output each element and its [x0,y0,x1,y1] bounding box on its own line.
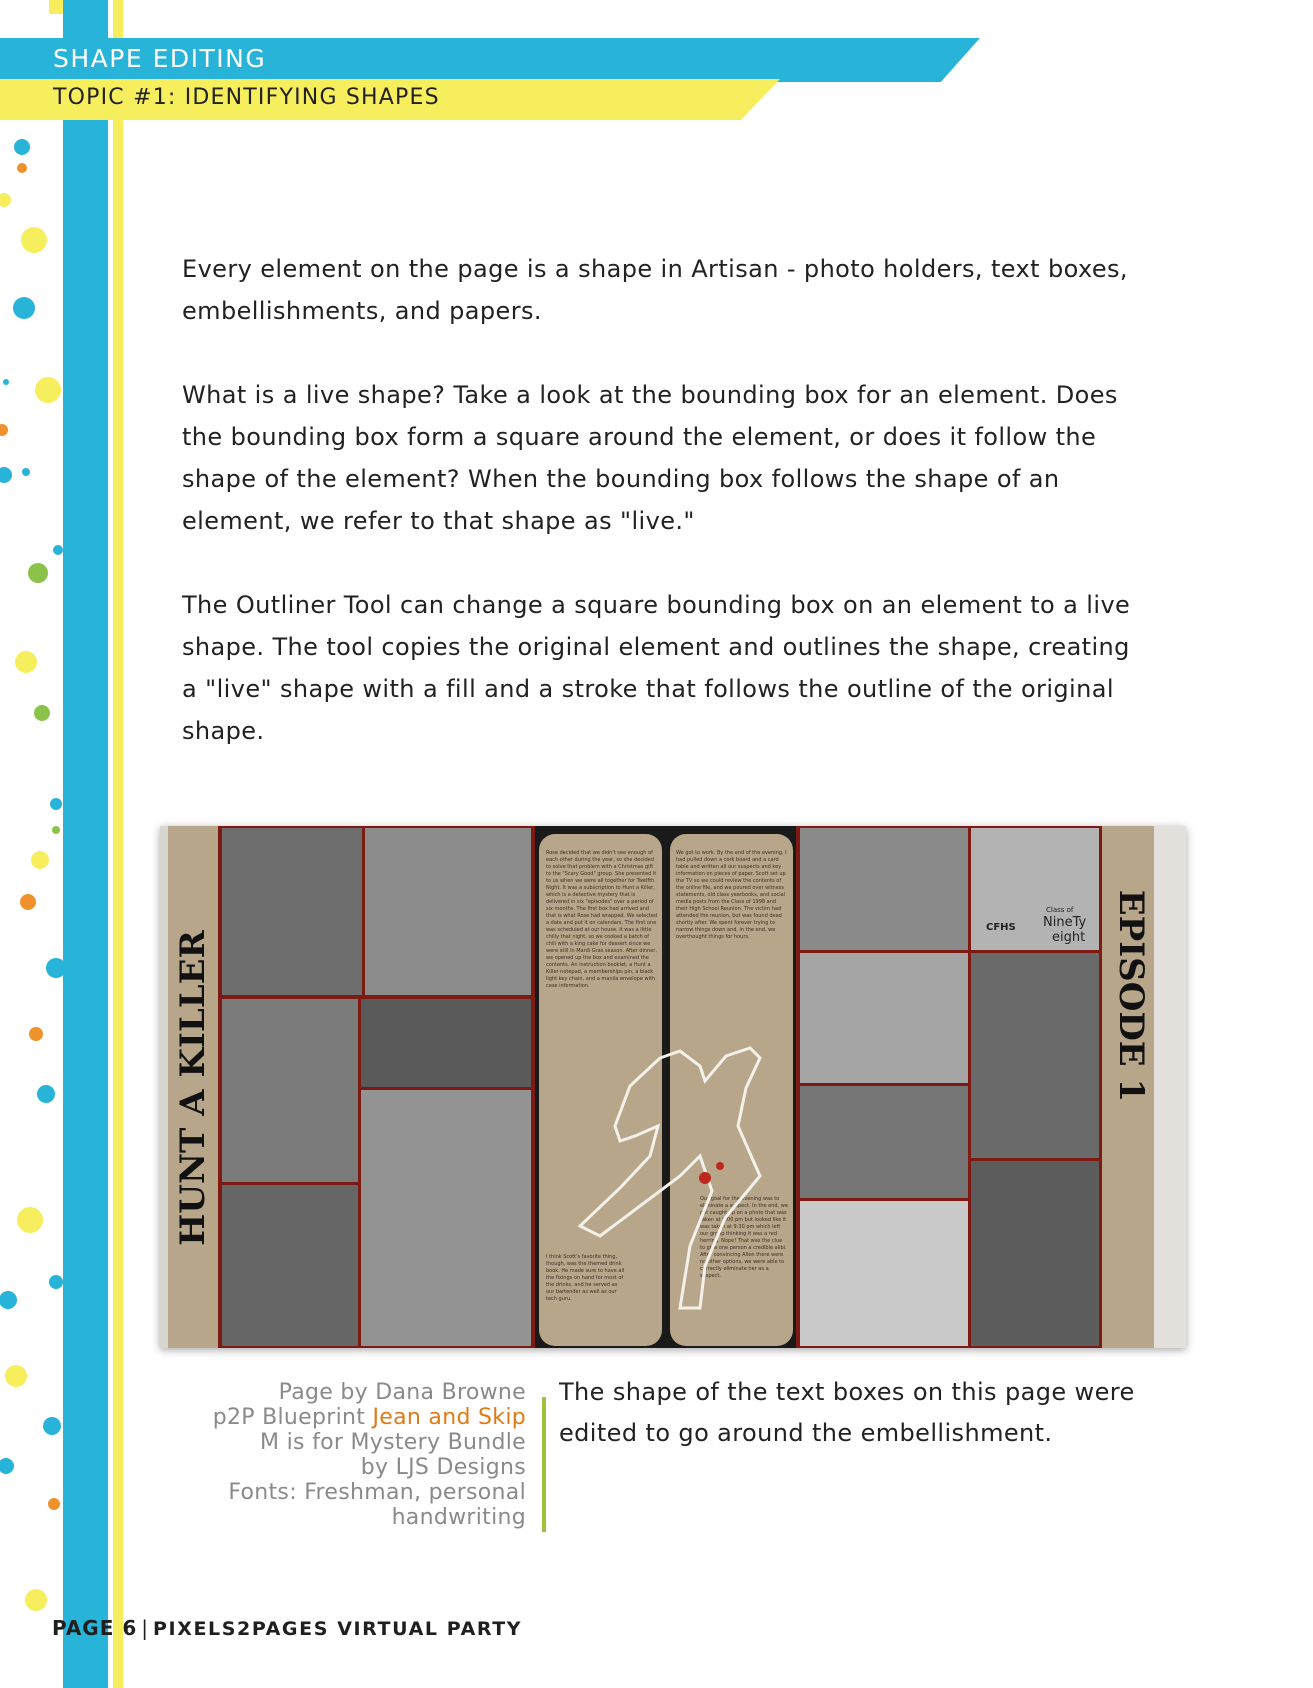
photo-13 [971,1161,1099,1346]
confetti-dot-group [0,139,66,1611]
photo-3 [222,999,358,1182]
photo-7 [800,828,968,950]
page-number: PAGE 6 [52,1616,138,1640]
topic-title: TOPIC #1: IDENTIFYING SHAPES [53,85,440,110]
scrapbook-layout-image [160,826,1186,1348]
right-journal-tail: Our goal for the evening was to eliminate a suspect. In the end, we got caught up on a photo that was taken at 9:00 pm but looked like it was taken at 9:30 pm which left our group thinking it was a red herring. Nope! That was the clue to give one person a credible alibi. After convincing Allen there were no other options, we were able to correctly eliminate her as a suspect. [700,1196,788,1279]
photo-6 [222,1185,358,1346]
section-title: SHAPE EDITING [53,44,267,73]
photo-label-cfhs: CFHS [986,922,1016,933]
stripe-accent [49,0,63,14]
page-footer [52,1616,522,1640]
footer-separator: | [141,1616,150,1640]
left-journal-tail-box [546,1254,626,1342]
layout-graphic [160,826,1186,1348]
paragraph-live-shape: What is a live shape? Take a look at the bounding box for an element. Does the bounding box form a square around the element, or does it follow the shape of the element? When the bounding box follows the shape of an element, we refer to that shape as "live." [182,381,1118,535]
paragraph-shapes-intro: Every element on the page is a shape in Artisan - photo holders, text boxes, embellishments, and papers. [182,255,1128,325]
left-journal-tail: I think Scott's favorite thing, though, was the themed drink book. He made sure to have all the fixings on hand for most of the drinks, and he served as our bartender as well as our tech guru. [546,1254,625,1302]
yellow-stripe [113,0,123,1688]
photo-2 [365,828,531,995]
right-journal-text: We got to work. By the end of the evening, I had pulled down a cork board and a card table and written all our suspects and key information on pieces of paper. Scott set up the TV so we could review the contents of the online file, and we poured over witness statements, old class yearbooks, and social media posts from the Class of 1998 and their High School Reunion. The victim had attended the reunion, but was found dead shortly after. We spent forever trying to narrow things down and, in the end, we overthought things for hours. [676,850,787,940]
credits-divider [542,1397,546,1532]
credit-fonts: Fonts: Freshman, personal [228,1480,526,1505]
right-journal-tail-box [700,1196,788,1342]
photo-11 [800,1086,968,1198]
photo-10 [971,953,1099,1158]
layout-credits [160,1380,526,1530]
photo-12 [800,1201,968,1346]
credit-fonts-cont: handwriting [391,1505,526,1530]
blood-splatter [699,1172,711,1184]
left-journal-box [546,850,658,1150]
body-text [182,248,1152,794]
credit-blueprint-name: Jean and Skip [372,1405,526,1430]
credit-page-by: Page by Dana Browne [278,1380,526,1405]
photo-4 [361,999,531,1087]
credit-blueprint-prefix: p2P Blueprint [212,1405,373,1430]
paragraph-outliner-tool: The Outliner Tool can change a square bounding box on an element to a live shape. The tool copies the original element and outlines the shape, creating a "live" shape with a fill and a stroke that follows the outline of the original shape. [182,591,1131,745]
left-title: HUNT A KILLER [173,930,213,1246]
photo-5 [361,1090,531,1346]
photo-label-eight: eight [1052,930,1086,945]
right-title: EPISODE 1 [1111,889,1151,1103]
right-edge-texture [1154,826,1186,1348]
footer-event-name: PIXELS2PAGES VIRTUAL PARTY [153,1618,523,1640]
left-journal-text: Rose decided that we didn't see enough of each other during the year, so she decided to solve that problem with a Christmas gift to the "Scary Good" group. She presented it to us when we were all together for Twelfth Night. It was a subscription to Hunt a Killer, which is a detective mystery that is delivered in six "episodes" over a period of six months. The first box had arrived and that is what Rose had wrapped. We selected a date and put it on calendars. The first one was scheduled at our house. It was a little chilly that night, so we cooked a batch of chili with a king cake for dessert since we were still in Mardi Gras season. After dinner, we opened up the box and examined the contents. An instruction booklet, a Hunt a Killer notepad, a memberships pin, a black light key chain, and a manila envelope with case information. [546,850,658,989]
credit-blueprint [160,1405,526,1430]
credit-designer: by LJS Designs [360,1455,526,1480]
photo-1 [222,828,362,995]
photo-label-class: Class of [1046,906,1074,914]
photo-label-ninety: NineTy [1043,915,1087,930]
confetti-dots [0,130,70,1630]
credit-bundle: M is for Mystery Bundle [260,1430,526,1455]
blood-splatter-small [716,1162,724,1170]
image-caption: The shape of the text boxes on this page were edited to go around the embellishment. [559,1378,1135,1447]
photo-9 [800,953,968,1083]
right-journal-box [676,850,788,1020]
